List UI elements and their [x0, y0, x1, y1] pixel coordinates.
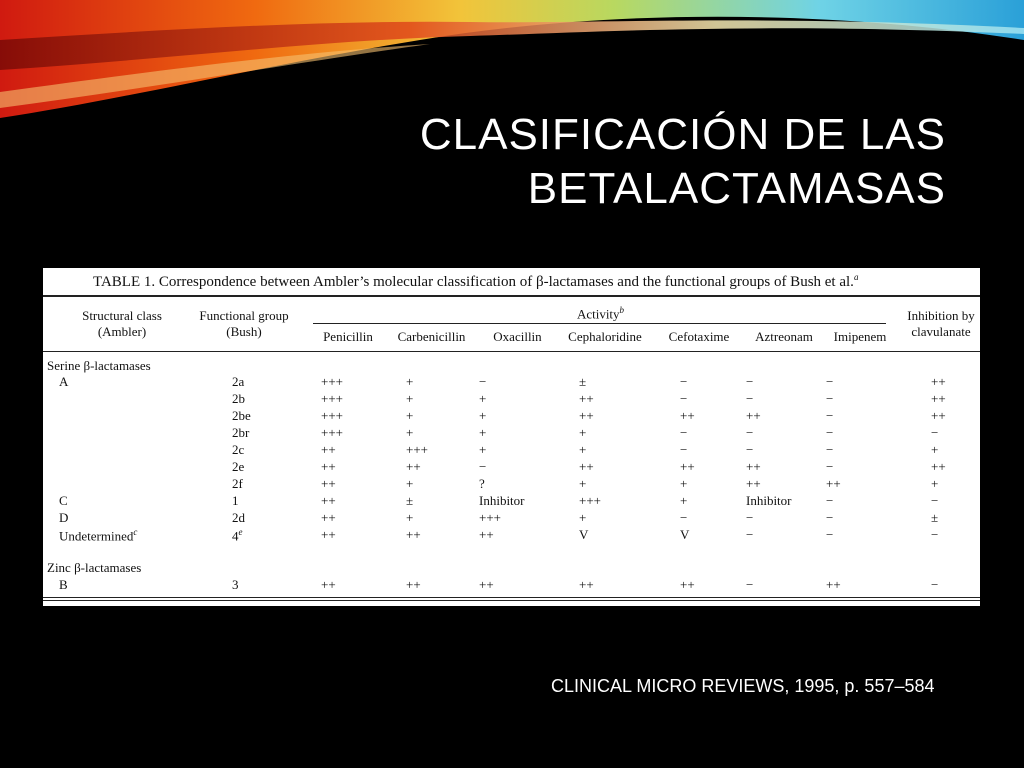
- header-activity-aztreonam: Aztreonam: [755, 329, 813, 344]
- cell-activity-value: −: [746, 527, 754, 542]
- header-activity-carbenicillin: Carbenicillin: [397, 329, 466, 344]
- cell-activity-value: ++: [406, 459, 421, 474]
- cell-activity-value: −: [826, 442, 834, 457]
- slide-title: [420, 108, 946, 216]
- section-zinc: Zinc β-lactamases: [47, 560, 142, 575]
- table-bottom-rule-1: [43, 597, 980, 598]
- cell-activity-value: −: [680, 425, 688, 440]
- cell-activity-value: ++: [321, 527, 336, 542]
- cell-activity-value: ++: [406, 577, 421, 592]
- cell-activity-value: +++: [321, 408, 343, 423]
- cell-functional-group: 2d: [232, 510, 245, 525]
- cell-structural-class: B: [59, 577, 68, 592]
- cell-activity-value: −: [746, 391, 754, 406]
- cell-functional-group: 2f: [232, 476, 243, 491]
- cell-activity-value: −: [680, 442, 688, 457]
- cell-activity-value: Inhibitor: [746, 493, 792, 508]
- cell-activity-value: ++: [680, 459, 695, 474]
- cell-activity-value: ++: [680, 577, 695, 592]
- cell-activity-value: −: [826, 527, 834, 542]
- cell-activity-value: +++: [479, 510, 501, 525]
- cell-activity-value: ++: [406, 527, 421, 542]
- cell-activity-value: +: [406, 374, 414, 389]
- cell-activity-value: ?: [479, 476, 485, 491]
- cell-activity-value: ++: [321, 476, 336, 491]
- cell-activity-value: +: [406, 510, 414, 525]
- cell-activity-value: +: [579, 442, 587, 457]
- cell-activity-value: ++: [479, 527, 494, 542]
- cell-functional-group: 2be: [232, 408, 251, 423]
- cell-activity-value: −: [680, 391, 688, 406]
- cell-activity-value: ++: [321, 510, 336, 525]
- cell-activity-value: ++: [579, 577, 594, 592]
- cell-activity-value: −: [826, 408, 834, 423]
- cell-activity-value: +++: [321, 374, 343, 389]
- header-bottom-rule: [43, 351, 980, 352]
- cell-activity-value: +++: [321, 391, 343, 406]
- header-activity-cephaloridine: Cephaloridine: [568, 329, 642, 344]
- cell-activity-value: −: [826, 459, 834, 474]
- header-activity-imipenem: Imipenem: [833, 329, 887, 344]
- cell-activity-value: −: [746, 374, 754, 389]
- cell-activity-value: +: [479, 442, 487, 457]
- cell-activity-value: +: [406, 476, 414, 491]
- cell-activity-value: V: [579, 527, 589, 542]
- cell-activity-value: ++: [931, 459, 946, 474]
- cell-activity-value: ±: [579, 374, 587, 389]
- cell-functional-group: 1: [232, 493, 239, 508]
- cell-activity-value: +++: [406, 442, 428, 457]
- cell-activity-value: +: [479, 425, 487, 440]
- cell-activity-value: −: [479, 374, 487, 389]
- header-activity-penicillin: Penicillin: [323, 329, 373, 344]
- cell-activity-value: +: [579, 425, 587, 440]
- activity-rule: [313, 323, 886, 324]
- header-functional-group: Functional group (Bush): [199, 308, 289, 339]
- cell-structural-class: A: [59, 374, 69, 389]
- cell-functional-group: 2br: [232, 425, 250, 440]
- cell-activity-value: −: [826, 425, 834, 440]
- cell-activity-value: −: [931, 493, 939, 508]
- cell-activity-value: +: [680, 476, 688, 491]
- cell-activity-value: −: [746, 510, 754, 525]
- cell-activity-value: +: [931, 442, 939, 457]
- cell-functional-group: 2a: [232, 374, 245, 389]
- cell-activity-value: ++: [579, 459, 594, 474]
- cell-activity-value: +: [931, 476, 939, 491]
- cell-activity-value: ++: [826, 476, 841, 491]
- cell-activity-value: ++: [321, 459, 336, 474]
- cell-structural-class: Undetermined$^c$: [59, 527, 138, 544]
- cell-functional-group: 4e: [232, 527, 243, 544]
- cell-activity-value: ++: [579, 408, 594, 423]
- cell-activity-value: −: [746, 577, 754, 592]
- cell-activity-value: ++: [931, 374, 946, 389]
- cell-functional-group: 2c: [232, 442, 245, 457]
- header-inhibition: Inhibition by clavulanate: [907, 308, 975, 339]
- cell-activity-value: −: [826, 391, 834, 406]
- cell-activity-value: ++: [931, 391, 946, 406]
- cell-activity-value: ++: [479, 577, 494, 592]
- cell-activity-value: ++: [579, 391, 594, 406]
- cell-activity-value: +: [579, 510, 587, 525]
- header-activity-oxacillin: Oxacillin: [493, 329, 542, 344]
- cell-activity-value: ++: [321, 442, 336, 457]
- cell-activity-value: ++: [746, 408, 761, 423]
- cell-activity-value: −: [931, 425, 939, 440]
- cell-functional-group: 2e: [232, 459, 245, 474]
- cell-activity-value: +: [406, 391, 414, 406]
- cell-activity-value: Inhibitor: [479, 493, 525, 508]
- cell-activity-value: +: [579, 476, 587, 491]
- beta-lactamase-table: [43, 268, 980, 606]
- cell-activity-value: +: [680, 493, 688, 508]
- cell-activity-value: +: [406, 408, 414, 423]
- cell-activity-value: ++: [746, 459, 761, 474]
- cell-activity-value: ++: [826, 577, 841, 592]
- cell-activity-value: +++: [321, 425, 343, 440]
- table-top-rule: [43, 295, 980, 297]
- header-activity-cefotaxime: Cefotaxime: [668, 329, 730, 344]
- cell-activity-value: −: [746, 442, 754, 457]
- header-structural-class: Structural class (Ambler): [82, 308, 162, 339]
- section-serine: Serine β-lactamases: [47, 358, 151, 373]
- citation: CLINICAL MICRO REVIEWS, 1995, p. 557–584: [551, 676, 935, 696]
- cell-activity-value: ++: [931, 408, 946, 423]
- cell-activity-value: −: [931, 577, 939, 592]
- cell-activity-value: −: [826, 510, 834, 525]
- cell-functional-group: 2b: [232, 391, 245, 406]
- cell-activity-value: ±: [931, 510, 939, 525]
- cell-functional-group: 3: [232, 577, 239, 592]
- cell-structural-class: C: [59, 493, 68, 508]
- title-line-2: BETALACTAMASAS: [527, 164, 946, 213]
- cell-activity-value: −: [479, 459, 487, 474]
- cell-activity-value: −: [826, 493, 834, 508]
- cell-activity-value: ±: [406, 493, 414, 508]
- cell-activity-value: ++: [746, 476, 761, 491]
- cell-activity-value: ++: [680, 408, 695, 423]
- cell-activity-value: −: [680, 374, 688, 389]
- cell-activity-value: +: [479, 408, 487, 423]
- cell-activity-value: −: [826, 374, 834, 389]
- cell-activity-value: −: [931, 527, 939, 542]
- table-bottom-rule-2: [43, 600, 980, 601]
- cell-activity-value: ++: [321, 577, 336, 592]
- cell-activity-value: +: [406, 425, 414, 440]
- cell-structural-class: D: [59, 510, 69, 525]
- cell-activity-value: +++: [579, 493, 601, 508]
- header-activity: Activity$^b$: [576, 305, 625, 322]
- title-line-1: CLASIFICACIÓN DE LAS: [419, 110, 946, 159]
- table-caption: TABLE 1. Correspondence between Ambler’s molecular classification of β-lactamases and the functional groups of Bush et al.$^a$: [93, 272, 859, 290]
- cell-activity-value: V: [680, 527, 690, 542]
- cell-activity-value: +: [479, 391, 487, 406]
- cell-activity-value: ++: [321, 493, 336, 508]
- cell-activity-value: −: [680, 510, 688, 525]
- cell-activity-value: −: [746, 425, 754, 440]
